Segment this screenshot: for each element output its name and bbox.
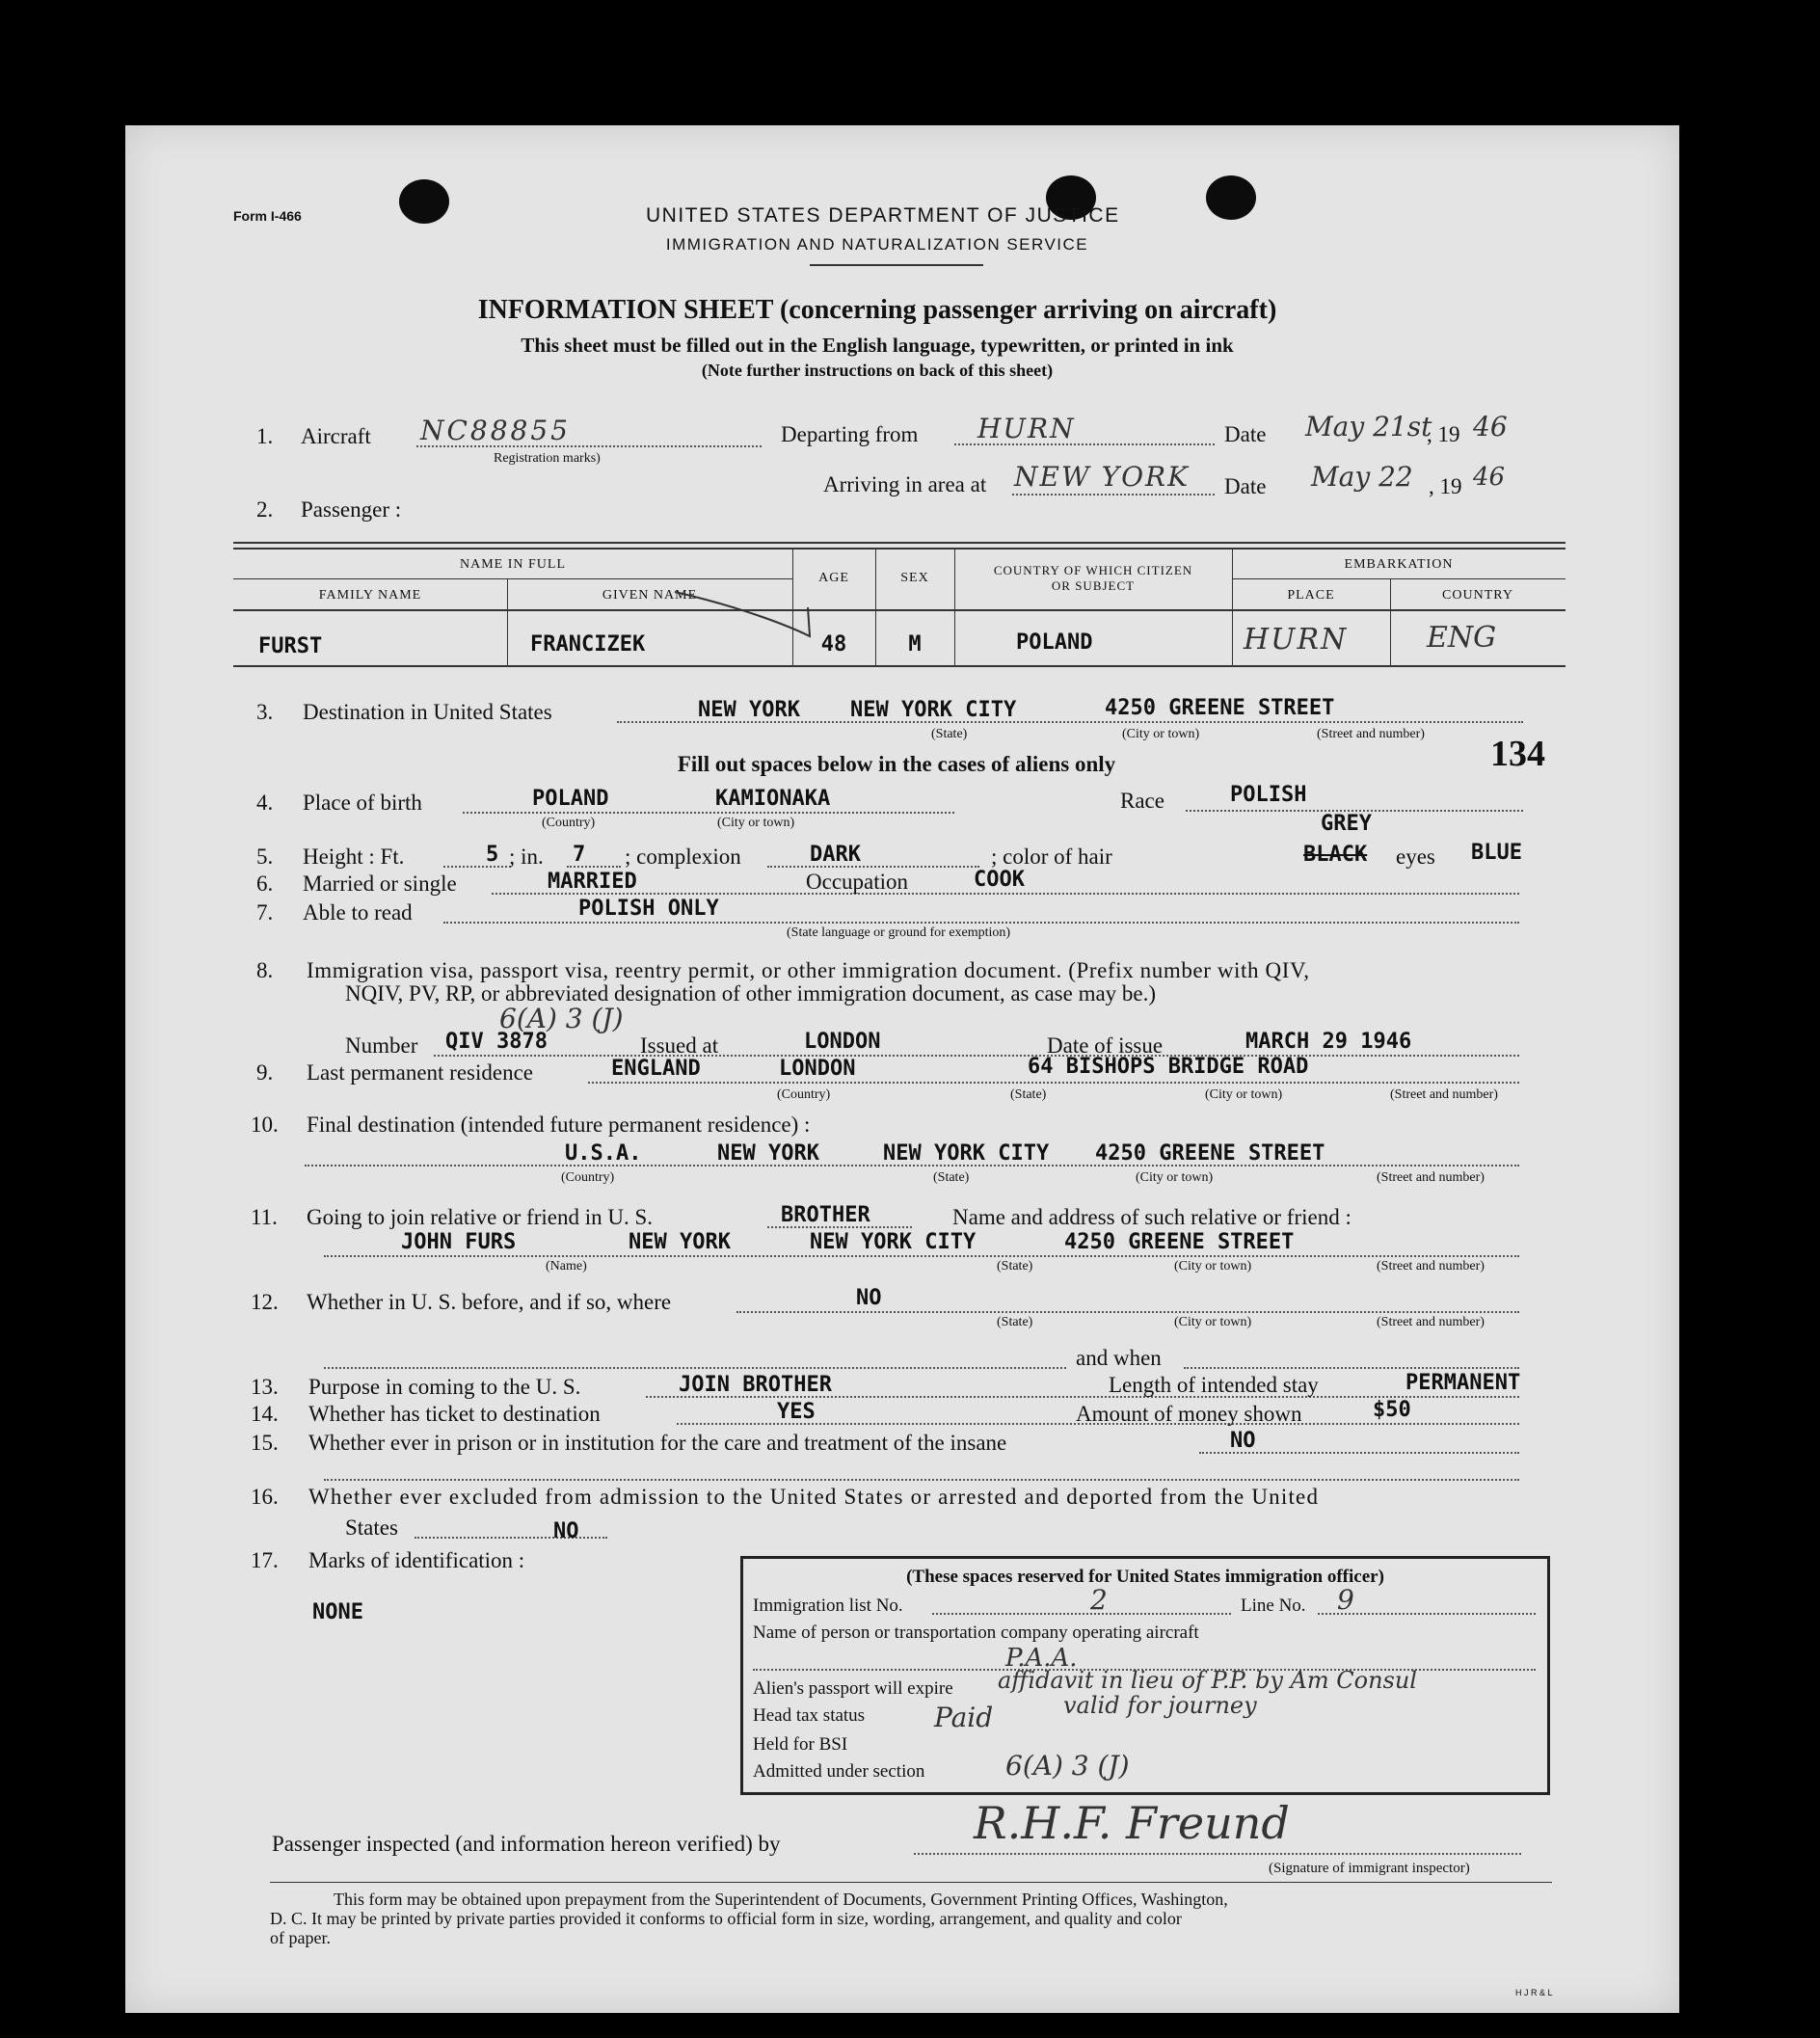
- footer-rule: [270, 1882, 1552, 1883]
- residence-state-caption: (State): [1010, 1087, 1047, 1102]
- passport-value-continued: valid for journey: [1063, 1692, 1257, 1719]
- form-sheet: [125, 125, 1679, 2013]
- birth-country: POLAND: [532, 787, 609, 811]
- race-label: Race: [1120, 789, 1164, 813]
- occupation-label: Occupation: [806, 870, 909, 894]
- item10-number: 10.: [251, 1113, 279, 1137]
- read-value: POLISH ONLY: [578, 897, 719, 921]
- destination-city-caption: (City or town): [1122, 727, 1200, 741]
- birth-city: KAMIONAKA: [715, 787, 831, 811]
- footer-line3: of paper.: [270, 1928, 331, 1947]
- embark-country-value: ENG: [1427, 621, 1497, 655]
- birthplace-line: [463, 812, 954, 814]
- height-ft-line: [443, 866, 511, 868]
- departing-label: Departing from: [781, 422, 919, 446]
- officer-box: [740, 1556, 1550, 1795]
- complexion-value: DARK: [810, 843, 861, 867]
- final-state: NEW YORK: [717, 1141, 819, 1166]
- money-value: $50: [1373, 1398, 1411, 1422]
- number-line: [434, 1055, 1519, 1057]
- height-in-value: 7: [573, 843, 586, 867]
- sex-header: SEX: [900, 571, 929, 585]
- item5-number: 5.: [256, 845, 274, 869]
- race-value: POLISH: [1230, 783, 1307, 807]
- item16-number: 16.: [251, 1485, 279, 1509]
- complexion-label: ; complexion: [625, 845, 741, 869]
- ticket-value: YES: [777, 1400, 816, 1424]
- stay-label: Length of intended stay: [1109, 1373, 1319, 1397]
- age-value: 48: [820, 632, 847, 657]
- final-city-caption: (City or town): [1136, 1170, 1214, 1185]
- relative-name: JOHN FURS: [401, 1230, 517, 1254]
- birthplace-label: Place of birth: [303, 791, 422, 815]
- residence-street-caption: (Street and number): [1390, 1087, 1498, 1102]
- embark-place-value: HURN: [1244, 623, 1349, 657]
- stay-value: PERMANENT: [1405, 1371, 1521, 1395]
- punch-hole-right: [1206, 175, 1256, 220]
- identification-value: NONE: [312, 1600, 363, 1624]
- list-line: [932, 1613, 1231, 1615]
- item14-number: 14.: [251, 1402, 279, 1426]
- final-country-caption: (Country): [561, 1170, 615, 1185]
- sex-value: M: [908, 632, 922, 657]
- line-value: 9: [1337, 1584, 1354, 1616]
- before-value: NO: [856, 1286, 882, 1310]
- before-line: [736, 1311, 1519, 1313]
- place-header: PLACE: [1287, 588, 1335, 603]
- final-state-caption: (State): [933, 1170, 970, 1185]
- date2-label: Date: [1224, 474, 1267, 498]
- given-name-header: GIVEN NAME: [602, 588, 698, 603]
- aircraft-value: NC88855: [420, 415, 571, 446]
- item8-text-line2: NQIV, PV, RP, or abbreviated designation of other immigration document, as case may be.): [345, 981, 1157, 1006]
- header-rule: [810, 264, 983, 266]
- issue-date-value: MARCH 29 1946: [1245, 1030, 1412, 1054]
- height-in-label: ; in.: [509, 845, 544, 869]
- inspection-label: Passenger inspected (and information hereon verified) by: [272, 1832, 781, 1856]
- bsi-label: Held for BSI: [753, 1734, 848, 1755]
- item8-number: 8.: [256, 958, 274, 982]
- identification-label: Marks of identification :: [308, 1548, 525, 1572]
- money-label: Amount of money shown: [1076, 1402, 1302, 1426]
- service-name: IMMIGRATION AND NATURALIZATION SERVICE: [665, 235, 1089, 254]
- item9-number: 9.: [256, 1060, 274, 1085]
- marital-value: MARRIED: [548, 870, 637, 894]
- officer-box-title: (These spaces reserved for United States immigration officer): [906, 1567, 1384, 1587]
- relative-name-caption: (Name): [546, 1259, 587, 1274]
- before-city-caption: (City or town): [1174, 1315, 1252, 1329]
- item13-number: 13.: [251, 1375, 279, 1399]
- number-label: Number: [345, 1033, 418, 1058]
- relative-state: NEW YORK: [629, 1230, 731, 1254]
- destination-city: NEW YORK CITY: [850, 698, 1017, 722]
- passenger-label: Passenger :: [301, 497, 402, 522]
- relative-street-caption: (Street and number): [1377, 1259, 1485, 1274]
- form-title: INFORMATION SHEET (concerning passenger arriving on aircraft): [477, 295, 1277, 325]
- footer-line1: This form may be obtained upon prepayment from the Superintendent of Documents, Government Printing Offices, Washington,: [334, 1890, 1228, 1909]
- final-country: U.S.A.: [565, 1141, 642, 1166]
- list-value: 2: [1090, 1584, 1108, 1616]
- item3-number: 3.: [256, 700, 274, 724]
- aliens-heading: Fill out spaces below in the cases of aliens only: [677, 752, 1116, 776]
- operator-label: Name of person or transportation company operating aircraft: [753, 1622, 1199, 1643]
- inspector-signature: R.H.F. Freund: [974, 1797, 1290, 1849]
- given-name-value: FRANCIZEK: [530, 632, 646, 657]
- embark-country-header: COUNTRY: [1442, 588, 1513, 603]
- destination-state: NEW YORK: [698, 698, 800, 722]
- passport-label: Alien's passport will expire: [753, 1678, 953, 1699]
- final-destination-label: Final destination (intended future permanent residence) :: [307, 1113, 811, 1137]
- final-city: NEW YORK CITY: [883, 1141, 1050, 1166]
- registration-caption: Registration marks): [494, 451, 601, 466]
- residence-country-caption: (Country): [777, 1087, 831, 1102]
- hair-value: BLACK: [1303, 843, 1368, 867]
- eyes-label: eyes: [1396, 845, 1435, 869]
- operator-value: P.A.A.: [1005, 1644, 1078, 1673]
- birth-country-caption: (Country): [542, 816, 596, 830]
- residence-street: 64 BISHOPS BRIDGE ROAD: [1028, 1055, 1309, 1079]
- family-name-header: FAMILY NAME: [318, 588, 422, 603]
- issued-value: LONDON: [804, 1030, 881, 1054]
- and-when-line-left: [324, 1367, 1066, 1369]
- residence-label: Last permanent residence: [307, 1060, 533, 1085]
- eyes-value: BLUE: [1471, 841, 1522, 865]
- purpose-label: Purpose in coming to the U. S.: [308, 1375, 581, 1399]
- read-caption: (State language or ground for exemption): [787, 925, 1011, 940]
- item2-number: 2.: [256, 497, 274, 522]
- destination-state-caption: (State): [931, 727, 968, 741]
- year-prefix: , 19: [1427, 422, 1460, 446]
- form-subtitle: This sheet must be filled out in the English language, typewritten, or printed in ink: [521, 334, 1234, 357]
- destination-street: 4250 GREENE STREET: [1105, 696, 1335, 720]
- height-ft-value: 5: [486, 843, 499, 867]
- complexion-line: [767, 866, 979, 868]
- residence-city-caption: (City or town): [1205, 1087, 1283, 1102]
- destination-street-caption: (Street and number): [1317, 727, 1425, 741]
- birth-city-caption: (City or town): [717, 816, 795, 830]
- date2-value: May 22: [1311, 461, 1413, 493]
- excluded-label-line2: States: [345, 1515, 398, 1540]
- document-number: QIV 3878: [445, 1030, 548, 1054]
- item12-number: 12.: [251, 1290, 279, 1314]
- relative-city-caption: (City or town): [1174, 1259, 1252, 1274]
- item1-number: 1.: [256, 424, 274, 448]
- final-street: 4250 GREENE STREET: [1095, 1141, 1325, 1166]
- final-street-caption: (Street and number): [1377, 1170, 1485, 1185]
- item4-number: 4.: [256, 791, 274, 815]
- age-header: AGE: [818, 571, 849, 585]
- signature-caption: (Signature of immigrant inspector): [1269, 1861, 1470, 1876]
- relative-city: NEW YORK CITY: [810, 1230, 977, 1254]
- relative-street: 4250 GREENE STREET: [1064, 1230, 1295, 1254]
- join-label: Going to join relative or friend in U. S.: [307, 1205, 653, 1229]
- printer-mark: H J R & L: [1515, 1988, 1553, 1998]
- section-label: Admitted under section: [753, 1761, 925, 1782]
- date-label: Date: [1224, 422, 1267, 446]
- marital-line: [492, 893, 1519, 895]
- ticket-label: Whether has ticket to destination: [308, 1402, 601, 1426]
- departing-value: HURN: [977, 413, 1076, 444]
- item11-number: 11.: [251, 1205, 278, 1229]
- excluded-label-line1: Whether ever excluded from admission to the United States or arrested and deported from the United: [308, 1485, 1320, 1509]
- date-value: May 21st: [1305, 411, 1432, 442]
- relative-line: [324, 1255, 1519, 1257]
- passport-value: affidavit in lieu of P.P. by Am Consul: [998, 1667, 1417, 1694]
- year2-value: 46: [1473, 463, 1506, 492]
- residence-line: [588, 1082, 1519, 1084]
- item6-number: 6.: [256, 872, 274, 896]
- relative-address-label: Name and address of such relative or friend :: [952, 1205, 1352, 1229]
- item17-number: 17.: [251, 1548, 279, 1572]
- footer-line2: D. C. It may be printed by private parties provided it conforms to official form in size, wording, arrangement, and quality and color: [270, 1909, 1182, 1928]
- document-handwritten: 6(A) 3 (J): [499, 1003, 624, 1034]
- before-street-caption: (Street and number): [1377, 1315, 1485, 1329]
- before-state-caption: (State): [997, 1315, 1033, 1329]
- signature-line: [914, 1853, 1521, 1855]
- country-citizen-header: COUNTRY OF WHICH CITIZEN: [993, 563, 1193, 577]
- excluded-value: NO: [553, 1519, 579, 1543]
- pen-stroke-mark: [665, 578, 819, 646]
- arriving-line: [1012, 494, 1215, 496]
- name-in-full-header: NAME IN FULL: [460, 557, 566, 572]
- read-label: Able to read: [303, 900, 413, 925]
- destination-label: Destination in United States: [303, 700, 552, 724]
- purpose-value: JOIN BROTHER: [679, 1373, 832, 1397]
- citizen-value: POLAND: [1016, 630, 1093, 655]
- list-label: Immigration list No.: [753, 1596, 903, 1616]
- and-when-line-right: [1184, 1367, 1519, 1369]
- join-relation: BROTHER: [781, 1203, 870, 1227]
- family-name-value: FURST: [258, 634, 323, 658]
- department-name: UNITED STATES DEPARTMENT OF JUSTICE: [646, 204, 1120, 227]
- year-value: 46: [1473, 411, 1508, 442]
- issued-label: Issued at: [640, 1033, 719, 1058]
- item7-number: 7.: [256, 900, 274, 925]
- prison-extra-line: [324, 1479, 1519, 1481]
- page-number: 134: [1490, 734, 1545, 774]
- form-note: (Note further instructions on back of this sheet): [701, 361, 1054, 380]
- prison-label: Whether ever in prison or in institution for the care and treatment of the insane: [308, 1431, 1007, 1455]
- form-number: Form I-466: [233, 208, 302, 224]
- section-value: 6(A) 3 (J): [1005, 1750, 1130, 1782]
- issue-date-label: Date of issue: [1047, 1033, 1164, 1058]
- item8-text-line1: Immigration visa, passport visa, reentry permit, or other immigration document. (Prefix number with QIV,: [307, 958, 1310, 982]
- hair-label: ; color of hair: [991, 845, 1112, 869]
- and-when-label: and when: [1076, 1346, 1162, 1370]
- line-label: Line No.: [1241, 1596, 1306, 1616]
- height-label: Height : Ft.: [303, 845, 405, 869]
- year2-prefix: , 19: [1429, 474, 1462, 498]
- aircraft-label: Aircraft: [301, 424, 371, 448]
- arriving-value: NEW YORK: [1014, 461, 1191, 493]
- headtax-label: Head tax status: [753, 1705, 866, 1726]
- item15-number: 15.: [251, 1431, 279, 1455]
- arriving-label: Arriving in area at: [823, 472, 987, 496]
- occupation-value: COOK: [974, 868, 1025, 892]
- embarkation-header: EMBARKATION: [1344, 557, 1454, 572]
- headtax-value: Paid: [934, 1702, 994, 1733]
- hair-correction: GREY: [1321, 812, 1372, 836]
- residence-state: LONDON: [779, 1057, 856, 1081]
- before-label: Whether in U. S. before, and if so, where: [307, 1290, 672, 1314]
- read-line: [443, 922, 1519, 924]
- prison-value: NO: [1230, 1429, 1256, 1453]
- residence-country: ENGLAND: [611, 1057, 701, 1081]
- relative-state-caption: (State): [997, 1259, 1033, 1274]
- marital-label: Married or single: [303, 872, 457, 896]
- punch-hole-left: [399, 179, 449, 224]
- country-subject-header: OR SUBJECT: [1051, 578, 1136, 593]
